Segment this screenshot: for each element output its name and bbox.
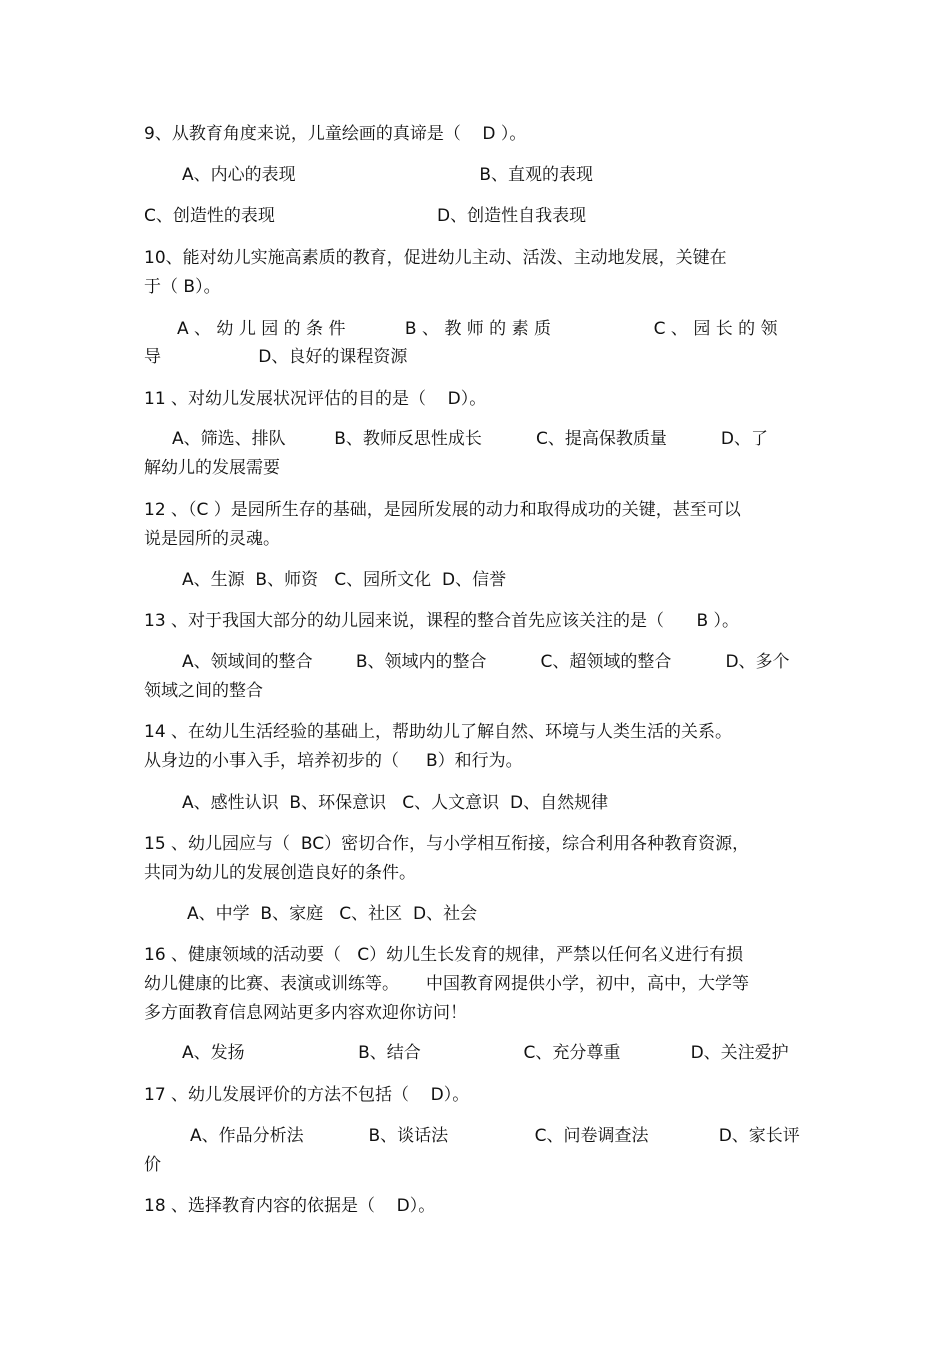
question-13-options-line-2: 领域之间的整合 xyxy=(144,681,263,701)
question-10-stem-line-1: 10、能对幼儿实施高素质的教育，促进幼儿主动、活泼、主动地发展，关键在 xyxy=(144,248,727,268)
question-15-stem-line-1: 15 、幼儿园应与（ BC）密切合作，与小学相互衔接，综合利用各种教育资源， xyxy=(144,834,750,854)
question-17-options-line-2: 价 xyxy=(144,1155,161,1175)
question-17-stem: 17 、幼儿发展评价的方法不包括（ D）。 xyxy=(144,1085,470,1105)
question-12-stem-line-2: 说是园所的灵魂。 xyxy=(144,529,280,549)
question-11-options-line-1: A、筛选、排队 B、教师反思性成长 C、提高保教质量 D、了 xyxy=(172,429,768,449)
question-18-stem: 18 、选择教育内容的依据是（ D）。 xyxy=(144,1196,436,1216)
question-14-stem-line-1: 14 、在幼儿生活经验的基础上，帮助幼儿了解自然、环境与人类生活的关系。 xyxy=(144,722,733,742)
question-9-options-cd: C、创造性的表现 D、创造性自我表现 xyxy=(144,206,587,226)
question-14-stem-line-2: 从身边的小事入手，培养初步的（ B）和行为。 xyxy=(144,751,523,771)
question-12-options: A、生源 B、师资 C、园所文化 D、信誉 xyxy=(182,570,507,590)
question-13-stem: 13 、对于我国大部分的幼儿园来说，课程的整合首先应该关注的是（ B ）。 xyxy=(144,611,740,631)
question-16-stem-line-1: 16 、健康领域的活动要（ C）幼儿生长发育的规律，严禁以任何名义进行有损 xyxy=(144,945,744,965)
question-15-options: A、中学 B、家庭 C、社区 D、社会 xyxy=(187,904,478,924)
question-11-options-line-2: 解幼儿的发展需要 xyxy=(144,458,280,478)
question-16-options: A、发扬 B、结合 C、充分尊重 D、关注爱护 xyxy=(182,1043,789,1063)
question-16-stem-line-2: 幼儿健康的比赛、表演或训练等。 中国教育网提供小学，初中，高中，大学等 xyxy=(144,974,750,994)
question-9-options-ab: A、内心的表现 B、直观的表现 xyxy=(182,165,594,185)
question-14-options: A、感性认识 B、环保意识 C、人文意识 D、自然规律 xyxy=(182,793,609,813)
question-10-stem-line-2: 于（ B）。 xyxy=(144,277,221,297)
question-9-stem: 9、从教育角度来说，儿童绘画的真谛是（ D ）。 xyxy=(144,124,527,144)
question-10-options-line-1: A 、 幼 儿 园 的 条 件 B 、 教 师 的 素 质 C 、 园 长 的 领 xyxy=(177,319,778,339)
question-15-stem-line-2: 共同为幼儿的发展创造良好的条件。 xyxy=(144,863,416,883)
question-17-options-line-1: A、作品分析法 B、谈话法 C、问卷调查法 D、家长评 xyxy=(190,1126,800,1146)
question-11-stem: 11 、对幼儿发展状况评估的目的是（ D）。 xyxy=(144,389,487,409)
question-10-options-line-2: 导 D、良好的课程资源 xyxy=(144,347,408,367)
question-13-options-line-1: A、领域间的整合 B、领域内的整合 C、超领域的整合 D、多个 xyxy=(182,652,790,672)
question-12-stem-line-1: 12 、（C ）是园所生存的基础，是园所发展的动力和取得成功的关键，甚至可以 xyxy=(144,500,741,520)
question-16-stem-line-3: 多方面教育信息网站更多内容欢迎你访问！ xyxy=(144,1003,467,1023)
